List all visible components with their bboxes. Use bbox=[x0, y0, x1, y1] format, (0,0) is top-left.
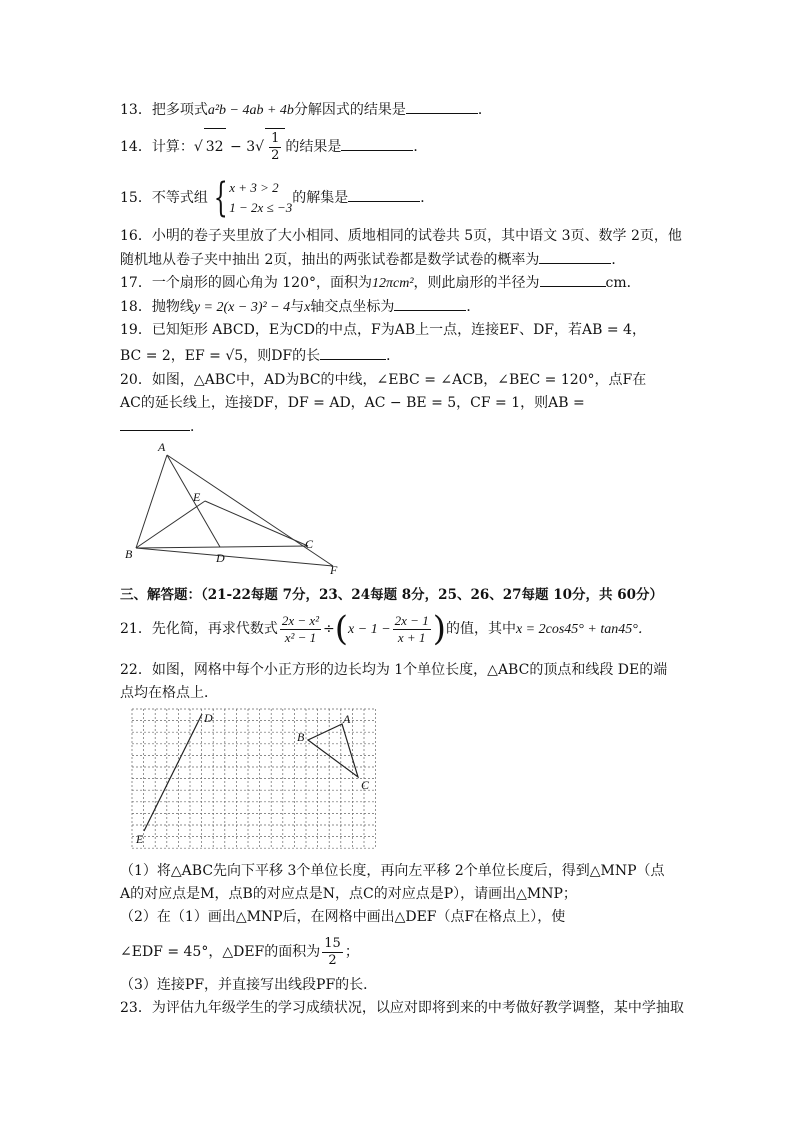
q20-triangle-figure bbox=[120, 438, 350, 578]
q18-answer-blank[interactable] bbox=[394, 296, 466, 311]
question-13 bbox=[120, 99, 492, 121]
q22-part2-line1 bbox=[120, 907, 565, 927]
q19-text: 已知矩形 ABCD，E为CD的中点，F为AB上一点，连接EF、DF，若AB = 4， bbox=[151, 322, 646, 338]
q18-number: 18． bbox=[120, 299, 152, 315]
q18-expression: y = 2(x − 3)² − 4 bbox=[193, 300, 291, 315]
question-23 bbox=[120, 998, 684, 1018]
q19-number: 19． bbox=[120, 322, 152, 338]
q17-number: 17． bbox=[120, 275, 152, 291]
q16-text2: 随机地从卷子夹中抽出 2页，抽出的两张试卷都是数学试卷的概率为 bbox=[120, 252, 540, 268]
q18-end: ． bbox=[466, 299, 481, 315]
q21-divide: ÷ bbox=[323, 621, 335, 637]
label-B: B bbox=[125, 547, 133, 561]
q14-end: ． bbox=[413, 139, 428, 155]
question-20-line3 bbox=[120, 416, 204, 437]
grid-label-D: D bbox=[204, 711, 213, 725]
label-C: C bbox=[305, 537, 314, 551]
q22-part1-line2 bbox=[120, 884, 577, 904]
q16-text: 小明的卷子夹里放了大小相同、质地相同的试卷共 5页，其中语文 3页、数学 2页，他 bbox=[151, 228, 682, 244]
q14-radicand: 32 bbox=[204, 128, 226, 165]
q22-part2-text2: ∠EDF = 45°，△DEF的面积为 bbox=[120, 944, 321, 960]
q16-end: ． bbox=[611, 252, 626, 268]
question-19-line1 bbox=[120, 320, 646, 340]
q21-fraction-1: $\frac{\text{2x − x²}}{\text{x² − 1}}$ bbox=[281, 612, 320, 645]
q19-answer-blank[interactable] bbox=[320, 345, 386, 360]
q22-part1-text: （1）将△ABC先向下平移 3个单位长度，再向左平移 2个单位长度后，得到△MNP（点 bbox=[120, 863, 665, 879]
q16-number: 16． bbox=[120, 228, 152, 244]
q22-part1-line1 bbox=[120, 861, 665, 881]
q22-part2-text: （2）在（1）画出△MNP后，在网格中画出△DEF（点F在格点上），使 bbox=[120, 909, 566, 925]
question-20-line2 bbox=[120, 393, 585, 413]
q16-answer-blank[interactable] bbox=[539, 249, 611, 264]
q17-answer-blank[interactable] bbox=[540, 272, 606, 287]
q21-x-value: x = 2cos45° + tan45°． bbox=[515, 622, 652, 637]
q15-text2: 的解集是 bbox=[292, 190, 349, 206]
q13-end: ． bbox=[477, 102, 492, 118]
q22-part1-text2: A的对应点是M，点B的对应点是N，点C的对应点是P），请画出△MNP； bbox=[120, 886, 577, 902]
grid-label-A: A bbox=[343, 712, 351, 726]
q13-text: 把多项式 bbox=[151, 102, 208, 118]
label-F: F bbox=[330, 563, 338, 577]
question-22-line1 bbox=[120, 660, 667, 680]
q21-number: 21． bbox=[120, 621, 152, 637]
q15-text: 不等式组 bbox=[151, 190, 208, 206]
question-16-line1 bbox=[120, 226, 682, 246]
q17-unit: cm． bbox=[605, 275, 641, 291]
question-14: 14．计算：√ 32 − 3√ $\frac{1}{2}$ 的结果是 ． bbox=[120, 128, 427, 165]
q14-answer-blank[interactable] bbox=[341, 136, 413, 151]
q22-number: 22． bbox=[120, 662, 152, 678]
question-16-line2 bbox=[120, 249, 625, 270]
q17-area: 12πcm² bbox=[372, 276, 414, 291]
q21-text: 先化简，再求代数式 bbox=[151, 621, 278, 637]
q18-text2: 与 bbox=[290, 299, 305, 315]
q22-part3 bbox=[120, 975, 377, 995]
q13-expression: a²b − 4ab + 4b bbox=[207, 103, 294, 118]
label-E: E bbox=[193, 490, 201, 504]
q20-text: 如图，△ABC中，AD为BC的中线，∠EBC = ∠ACB，∠BEC = 120°，点F在 bbox=[151, 372, 647, 388]
q22-text: 如图，网格中每个小正方形的边长均为 1个单位长度，△ABC的顶点和线段 DE的端 bbox=[151, 662, 668, 678]
q19-end: ． bbox=[386, 348, 401, 364]
q21-text2: 的值，其中 bbox=[445, 621, 516, 637]
q17-text2: ，则此扇形的半径为 bbox=[413, 275, 540, 291]
grid-label-C: C bbox=[361, 778, 370, 792]
q18-x: x bbox=[304, 300, 311, 315]
grid-label-E: E bbox=[136, 832, 144, 846]
q15-system: x + 3 > 2 1 − 2x ≤ −3 bbox=[229, 180, 293, 215]
q14-number: 14． bbox=[120, 139, 152, 155]
q14-coefficient: 3 bbox=[246, 139, 256, 155]
q13-answer-blank[interactable] bbox=[406, 99, 478, 114]
question-19-line2 bbox=[120, 345, 400, 366]
q23-text: 为评估九年级学生的学习成绩状况，以应对即将到来的中考做好教学调整，某中学抽取 bbox=[151, 1000, 684, 1016]
q23-number: 23． bbox=[120, 1000, 152, 1016]
q22-part2-end: ； bbox=[344, 944, 359, 960]
q21-fraction-2: $\frac{2x - 1}{x + 1}$ bbox=[394, 612, 429, 645]
question-21: 21．先化简，再求代数式 $\frac{\text{2x − x²}}{\text{x² − 1}}$ ÷(x − 1 − $\frac{2x - 1}{x + 1}$ )的值，其中x = 2cos45° + tan45°． bbox=[120, 609, 652, 649]
q20-answer-blank[interactable] bbox=[120, 416, 190, 431]
label-D: D bbox=[216, 551, 225, 565]
q15-number: 15． bbox=[120, 190, 152, 206]
brace-icon: { bbox=[213, 175, 228, 221]
q18-text: 抛物线 bbox=[151, 299, 194, 315]
q22-part3-text: （3）连接PF，并直接写出线段PF的长． bbox=[120, 977, 378, 993]
q14-fraction: $\frac{1}{2}$ bbox=[271, 130, 280, 163]
label-A: A bbox=[158, 440, 166, 454]
q18-text3: 轴交点坐标为 bbox=[310, 299, 395, 315]
q22-area-fraction: $\frac{15}{2}$ bbox=[324, 935, 341, 968]
q19-text2: BC = 2，EF = √5，则DF的长 bbox=[120, 348, 321, 364]
q15-answer-blank[interactable] bbox=[348, 187, 420, 202]
q13-number: 13． bbox=[120, 102, 152, 118]
q14-text2: 的结果是 bbox=[285, 139, 342, 155]
q21-middle: x − 1 − bbox=[348, 622, 391, 637]
question-15 bbox=[120, 176, 434, 220]
section-3-heading: 三、解答题：（21-22每题 7分，23、24每题 8分，25、26、27每题 10分，共 60分） bbox=[120, 587, 664, 603]
q14-text: 计算： bbox=[151, 139, 194, 155]
grid-label-B: B bbox=[297, 730, 305, 744]
q20-text2: AC的延长线上，连接DF，DF = AD，AC − BE = 5，CF = 1，则AB = bbox=[120, 395, 585, 411]
question-20-line1 bbox=[120, 370, 646, 390]
q20-number: 20． bbox=[120, 372, 152, 388]
q15-end: ． bbox=[420, 190, 435, 206]
q22-grid-figure bbox=[130, 707, 380, 850]
q17-text: 一个扇形的圆心角为 120°，面积为 bbox=[151, 275, 372, 291]
question-17 bbox=[120, 272, 641, 294]
question-18 bbox=[120, 296, 480, 318]
question-22-line2 bbox=[120, 683, 218, 703]
q22-part2-line2 bbox=[120, 932, 359, 972]
q20-end: ． bbox=[190, 419, 204, 435]
q13-text2: 分解因式的结果是 bbox=[293, 102, 406, 118]
q22-text2: 点均在格点上． bbox=[120, 685, 218, 701]
